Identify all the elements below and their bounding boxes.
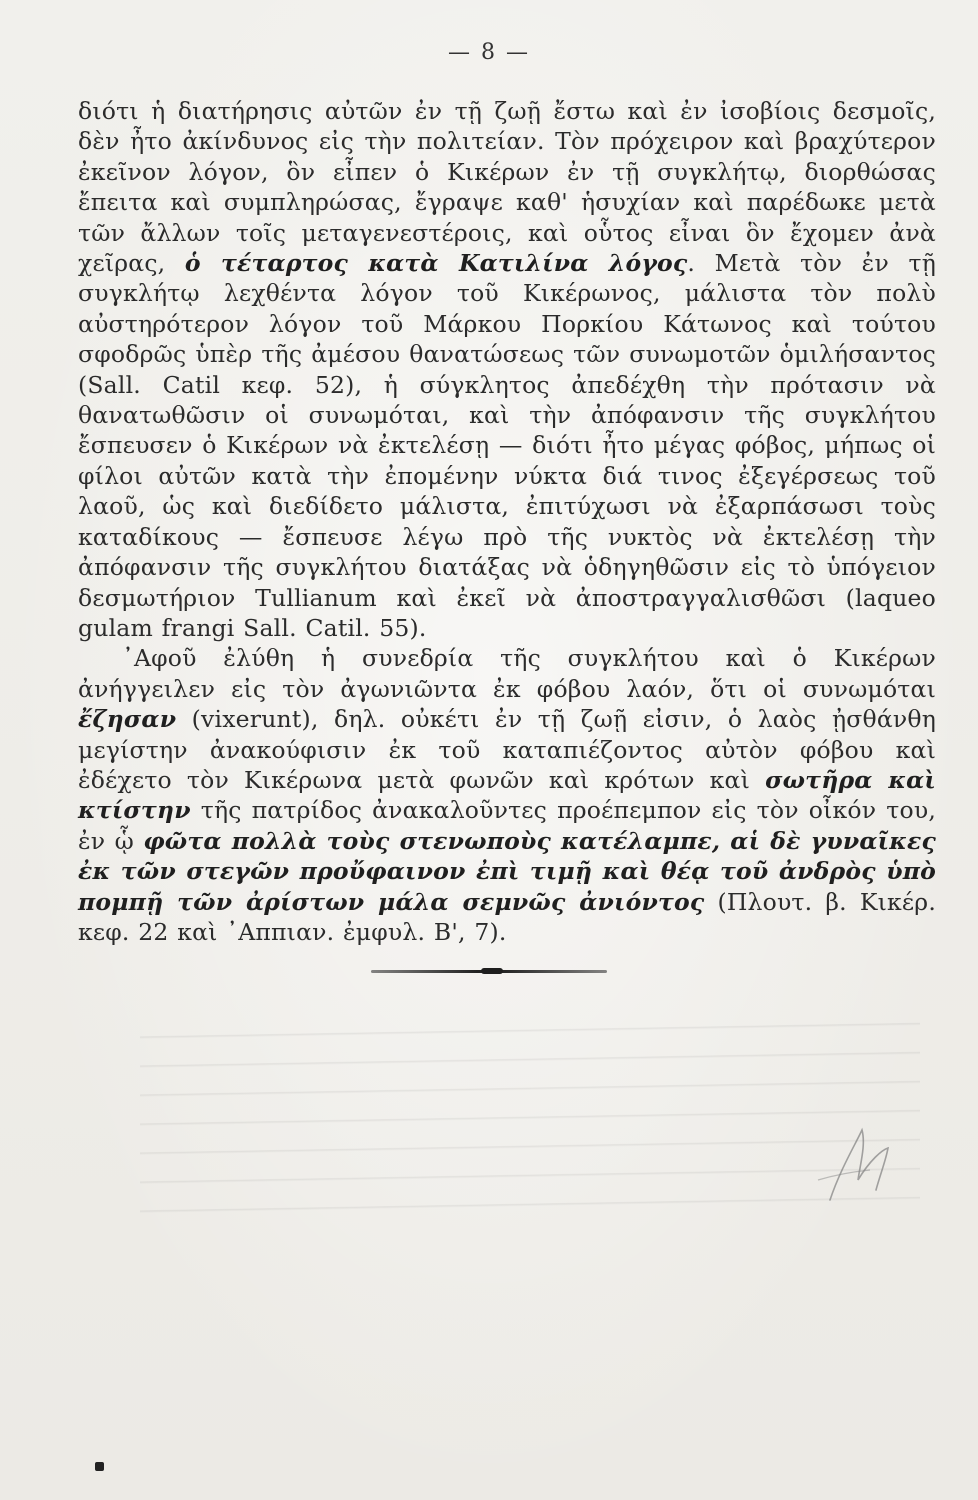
paragraph-2	[78, 643, 936, 947]
page-number: — 8 —	[448, 40, 530, 65]
emphasis-text: ὁ τέταρτος κατὰ Κατιλίνα λόγος	[184, 249, 688, 278]
emphasis-text: ἔζησαν	[78, 705, 177, 734]
text-run: τῆς πατρίδος ἀνακαλοῦντες προέπεμπον εἰς τὸν οἶκόν του, ἐν ᾧ	[78, 796, 936, 855]
text-run: . Μετὰ τὸν ἐν τῇ συγκλήτῳ λεχθέντα λόγον τοῦ Κικέρωνος, μάλιστα τὸν πολὺ αὐστηρότερον λόγον τοῦ Μάρκου Πορκίου Κάτωνος καὶ τούτου σφοδρῶς ὑπὲρ τῆς ἀμέσου θανατώσεως τῶν συνωμοτῶν ὁμιλήσαντος (Sall. Catil κεφ. 52), ἡ σύγκλητος ἀπεδέχθη τὴν πρότασιν νὰ θανατωθῶσιν οἱ συνωμόται, καὶ τὴν ἀπόφανσιν τῆς συγκλήτου ἔσπευσεν ὁ Κικέρων νὰ ἐκτελέσῃ — διότι ἦτο μέγας φόβος, μήπως οἱ φίλοι αὐτῶν κατὰ τὴν ἐπομένην νύκτα διά τινος ἐξεγέρσεως τοῦ λαοῦ, ὡς καὶ διεδίδετο μάλιστα, ἐπιτύχωσι νὰ ἐξαρπάσωσι τοὺς καταδίκους — ἔσπευσε λέγω πρὸ τῆς νυκτὸς νὰ ἐκτελέσῃ τὴν ἀπόφανσιν τῆς συγκλήτου διατάξας νὰ ὁδηγηθῶσιν εἰς τὸ ὑπόγειον δεσμωτήριον Tullianum καὶ ἐκεῖ νὰ ἀποστραγγαλισθῶσι (laqueo gulam frangi Sall. Catil. 55).	[78, 249, 937, 642]
text-run: ᾿Αφοῦ ἐλύθη ἡ συνεδρία τῆς συγκλήτου καὶ ὁ Κικέρων ἀνήγγειλεν εἰς τὸν ἀγωνιῶντα ἐκ φόβου λαόν, ὅτι οἱ συνωμόται	[78, 644, 936, 703]
emphasis-text: σωτῆρα καὶ κτίστην	[78, 765, 937, 825]
text-run: διότι ἡ διατήρησις αὐτῶν ἐν τῇ ζωῇ ἔστω καὶ ἐν ἰσοβίοις δεσμοῖς, δὲν ἦτο ἀκίνδυνος εἰς τὴν πολιτείαν. Τὸν πρόχειρον καὶ βραχύτερον ἐκεῖνον λόγον, ὃν εἶπεν ὁ Κικέρων ἐν τῇ συγκλήτῳ, διορθώσας ἔπειτα καὶ συμπληρώσας, ἔγραψε καθ' ἡσυχίαν καὶ παρέδωκε μετὰ τῶν ἄλλων τοῖς μεταγενεστέροις, καὶ οὗτος εἶναι ὃν ἔχομεν ἀνὰ χεῖρας,	[78, 97, 936, 278]
paragraph-1	[78, 96, 936, 643]
text-run: (vixerunt), δηλ. οὐκέτι ἐν τῇ ζωῇ εἰσιν, ὁ λαὸς ᾐσθάνθη μεγίστην ἀνακούφισιν ἐκ τοῦ καταπιέζοντος αὐτὸν φόβου καὶ ἐδέχετο τὸν Κικέρωνα μετὰ φωνῶν καὶ κρότων καὶ	[78, 705, 936, 794]
body-text	[78, 96, 936, 947]
ink-spot	[95, 1462, 104, 1471]
section-divider	[371, 970, 607, 973]
handwritten-mark	[800, 1120, 920, 1210]
emphasis-text: φῶτα πολλὰ τοὺς στενωποὺς κατέλαμπε, αἱ δὲ γυναῖκες ἐκ τῶν στεγῶν προὔφαινον ἐπὶ τιμῇ καὶ θέᾳ τοῦ ἀνδρὸς ὑπὸ πομπῇ τῶν ἀρίστων μάλα σεμνῶς ἀνιόντος	[78, 826, 936, 916]
text-run: (Πλουτ. β. Κικέρ. κεφ. 22 καὶ ᾿Αππιαν. ἐμφυλ. Β', 7).	[78, 887, 936, 946]
